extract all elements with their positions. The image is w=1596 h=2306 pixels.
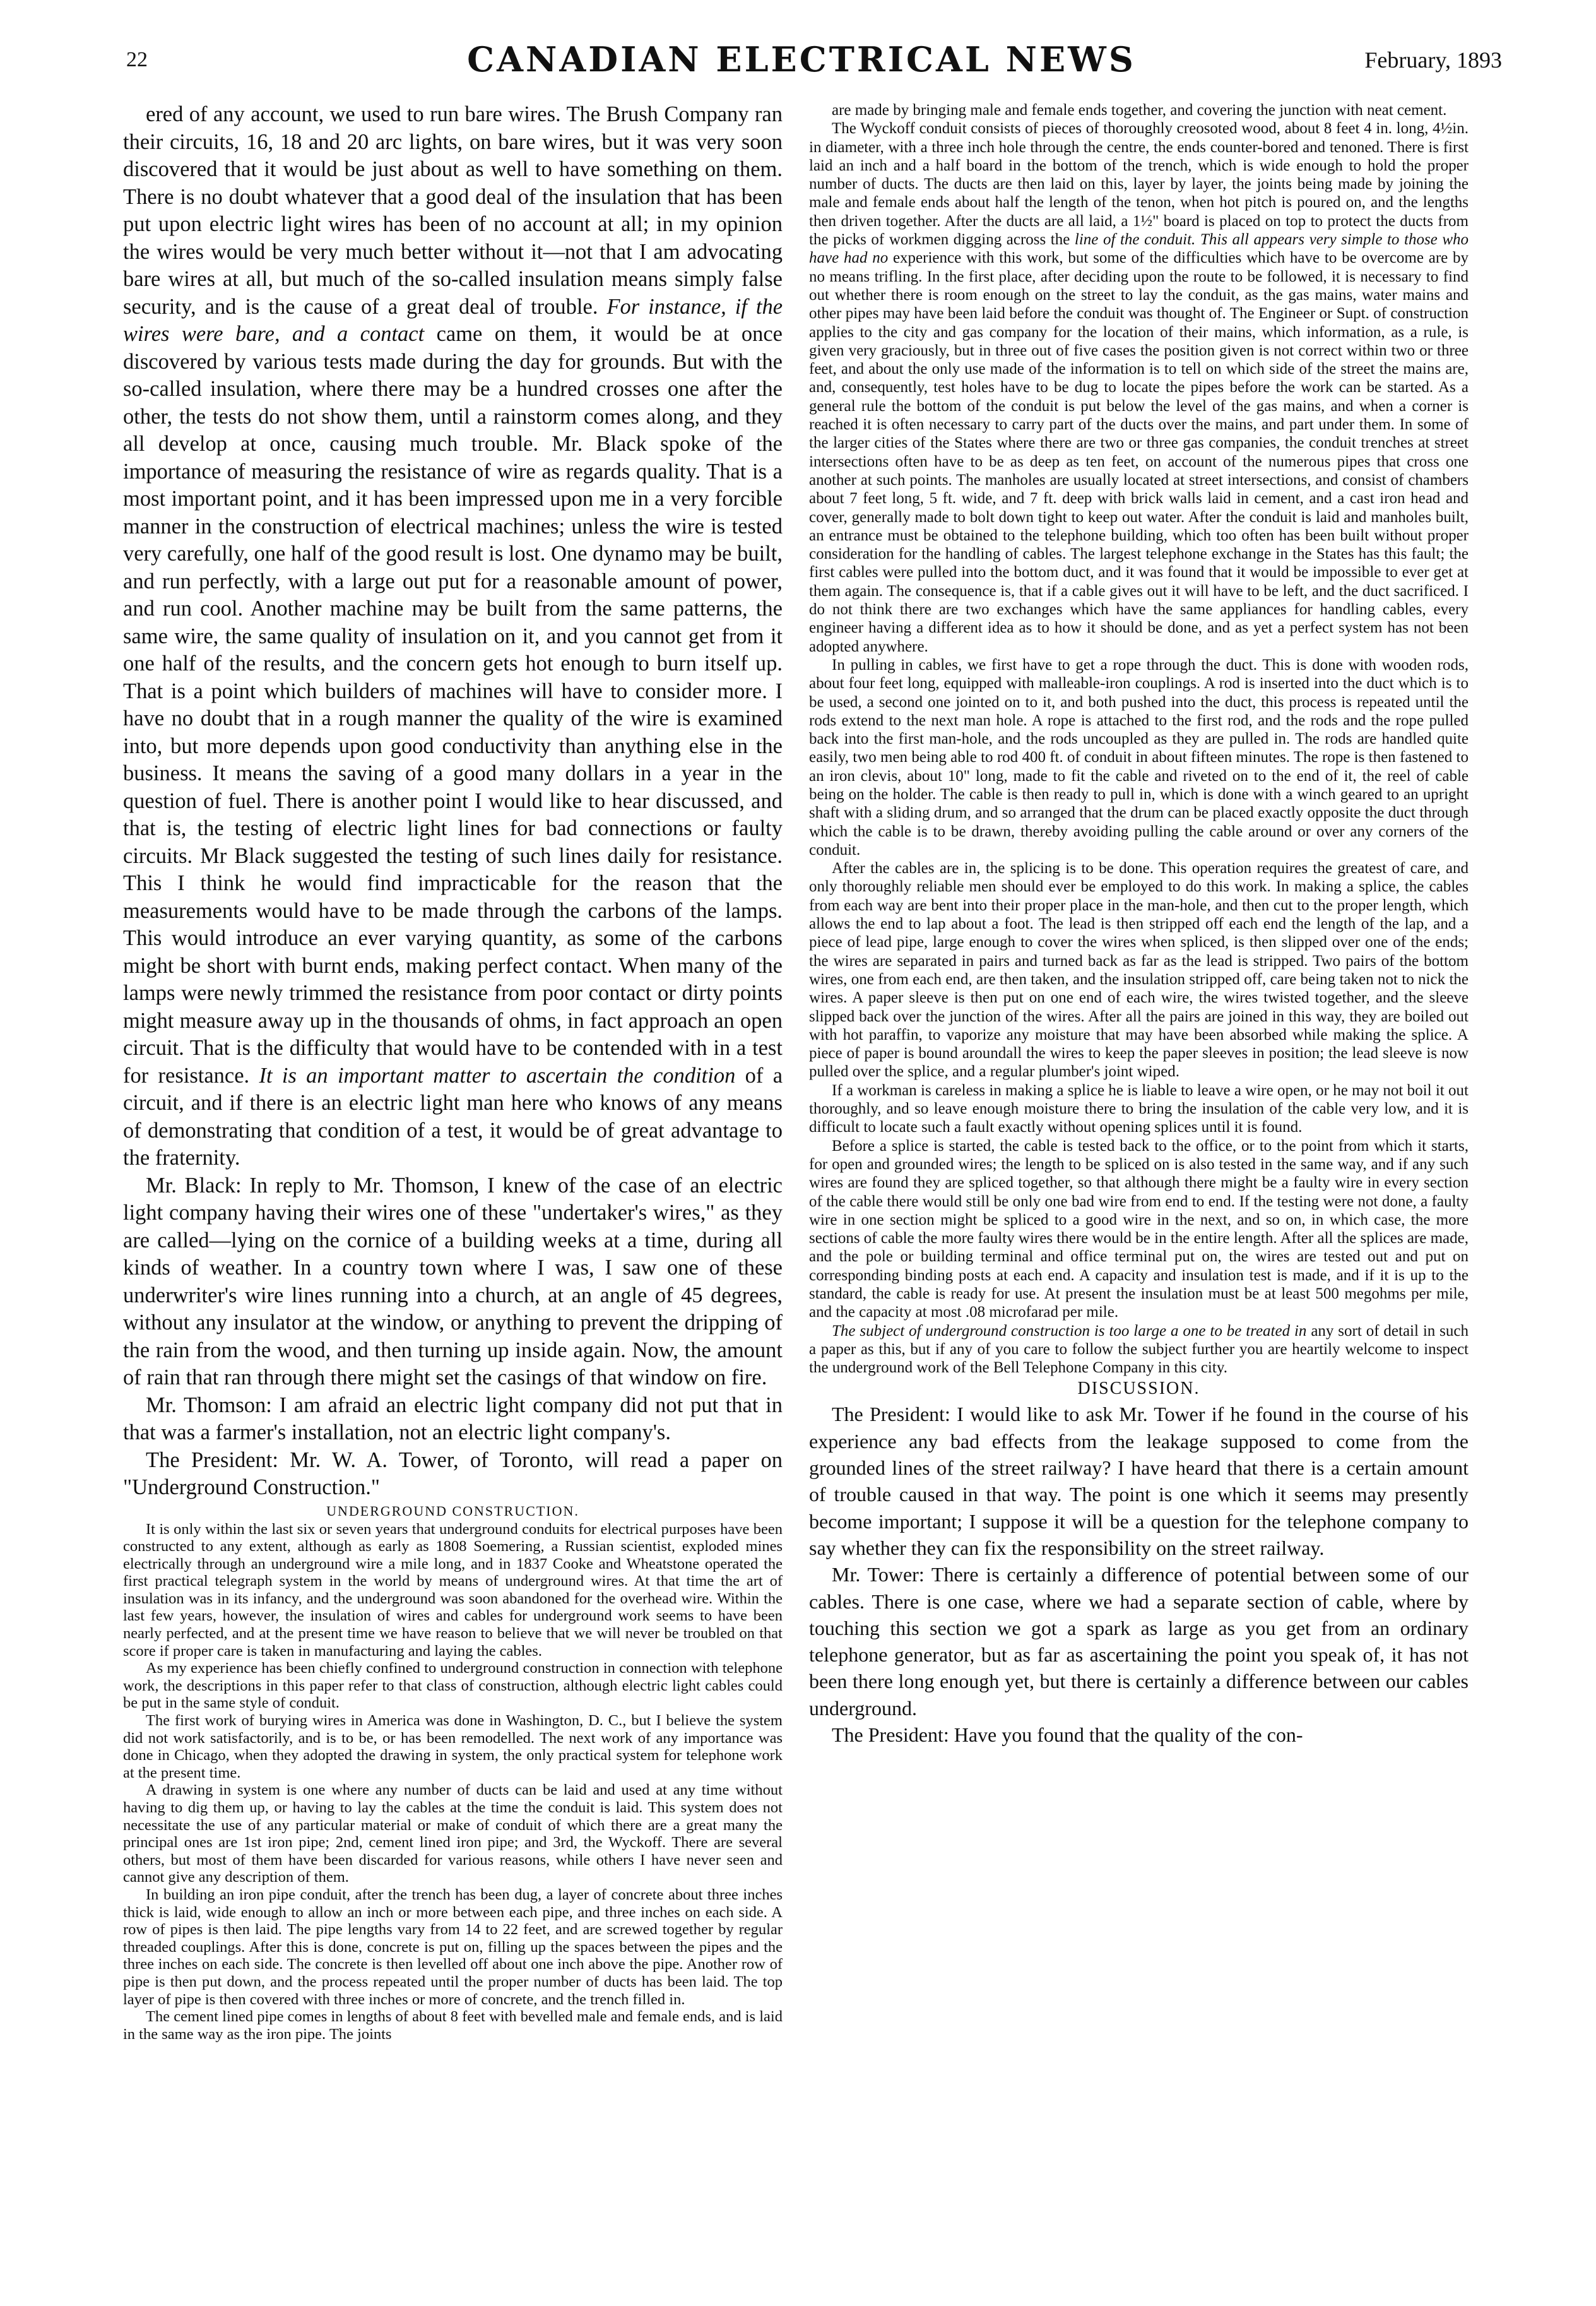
discussion-heading: DISCUSSION. xyxy=(1077,1379,1200,1399)
paper-paragraph: The first work of burying wires in America was done in Washington, D. C., but I believe the system did not work satisfactorily, and is to be, or has been remodelled. The next work of any importance was done in Chicago, when they adopted the drawing in system, the only practical system for telephone work at the present time. xyxy=(123,1712,783,1781)
left-column xyxy=(123,101,783,2273)
right-column xyxy=(809,101,1469,2273)
paragraph: ered of any account, we used to run bare wires. The Brush Company ran their circuits, 16, 18 and 20 arc lights, on bare wires, but it was very soon discovered that it would be just about as well to have something on them. There is no doubt whatever that a good deal of the insulation that has been put upon electric light wires has been of no account at all; in my opinion the wires would be very much better without it—not that I am advocating bare wires at all, but much of the so-called insulation means simply false security, and is the cause of a great deal of trouble. For instance, if the wires were bare, and a contact came on them, it would be at once discovered by various tests made during the day for grounds. But with the so-called insulation, where there may be a hundred crosses one after the other, the tests do not show them, until a rainstorm comes along, and they all develop at once, causing much trouble. Mr. Black spoke of the importance of measuring the resistance of wire as regards quality. That is a most important point, and it has been impressed upon me in a very forcible manner in the construction of electrical machines; unless the wire is tested very carefully, one half of the good result is lost. One dynamo may be built, and run perfectly, with a large out put for a reasonable amount of power, and run cool. Another machine may be built from the same patterns, the same wire, the same quality of insulation on it, and you cannot get from it one half of the results, and the concern gets hot enough to burn itself up. That is a point which builders of machines will have to consider more. I have no doubt that in a rough manner the quality of the wire is examined into, but more depends upon good conductivity than anything else in the business. It means the saving of a good many dollars in a year in the question of fuel. There is another point I would like to hear discussed, and that is, the testing of electric light lines for bad connections or faulty circuits. Mr Black suggested the testing of such lines daily for resistance. This I think he would find impracticable for the reason that the measurements would have to be made through the carbons of the lamps. This would introduce an ever varying quantity, as some of the carbons might be short with burnt ends, making perfect contact. When many of the lamps were newly trimmed the resistance from poor contact or dirty points might measure away up in the thousands of ohms, in fact approach an open circuit. That is the difficulty that would have to be contended with in a test for resistance. It is an important matter to ascertain the condition of a circuit, and if there is an electric light man here who knows of any means of demonstrating that condition of a test, it would be of great advantage to the fraternity. xyxy=(123,102,783,1170)
paragraph: Mr. Black: In reply to Mr. Thomson, I knew of the case of an electric light company having their wires one of these "undertaker's wires," as they are called—lying on the cornice of a building weeks at a time, during all kinds of weather. In a country town where I was, I saw one of these underwriter's wire lines running into a church, at an angle of 45 degrees, without any insulator at the window, or anything to prevent the dripping of the rain from the wood, and then turning up inside again. Now, the amount of rain that ran through there might set the casings of that window on fire. xyxy=(123,1173,783,1389)
paper-paragraph: In building an iron pipe conduit, after the trench has been dug, a layer of concrete about three inches thick is laid, wide enough to allow an inch or more between each pipe, and three inches on each side. A row of pipes is then laid. The pipe lengths vary from 14 to 22 feet, and are screwed together by regular threaded couplings. After this is done, concrete is put on, filling up the spaces between the pipes and the three inches on each side. The concrete is then levelled off about one inch above the pipe. Another row of pipe is then put down, and the process repeated until the proper number of ducts has been laid. The top layer of pipe is then covered with three inches or more of concrete, and the trench filled in. xyxy=(123,1886,783,2008)
paper-paragraph: If a workman is careless in making a splice he is liable to leave a wire open, or he may not boil it out thoroughly, and so leave enough moisture there to bring the insulation of the cable very low, and it is difficult to locate such a fault exactly without opening splices until it is found. xyxy=(809,1081,1469,1136)
section-heading: UNDERGROUND CONSTRUCTION. xyxy=(326,1502,579,1519)
paper-paragraph: After the cables are in, the splicing is to be done. This operation requires the greatest of care, and only thoroughly reliable men should ever be employed to do this work. In making a splice, the cables from each way are bent into their proper place in the man-hole, and then cut to the proper length, which allows the end to lap about a foot. The lead is then stripped off each end the length of the lap, and a piece of lead pipe, large enough to cover the wires when spliced, is then slipped over one of the ends; the wires are separated in pairs and turned back as far as the lead is stripped. Two pairs of the bottom wires, one from each end, are then taken, and the insulation stripped off, care being taken not to nick the wires. A paper sleeve is then put on one end of each wire, the wires twisted together, and the sleeve slipped back over the junction of the wires. After all the pairs are joined in this way, they are boiled out with hot paraffin, to vaporize any moisture that may have been absorbed while making the splice. A piece of paper is bound aroundall the wires to keep the paper sleeves in position; the lead sleeve is now pulled over the splice, and a regular plumber's joint wiped. xyxy=(809,860,1469,1081)
issue-date: February, 1893 xyxy=(1364,47,1502,73)
publication-title: CANADIAN ELECTRICAL NEWS xyxy=(467,39,1136,80)
page-header xyxy=(95,39,1508,90)
paragraph: Mr. Tower: There is certainly a difference of potential between some of our cables. There is one case, where we had a separate section of cable, where by touching this section we got a spark as large as you get from an ordinary telephone generator, but as far as ascertaining the point you speak of, it has not been there long enough yet, but there is certainly a difference between our cables underground. xyxy=(809,1563,1469,1720)
paper-paragraph: Before a splice is started, the cable is tested back to the office, or to the point from which it starts, for open and grounded wires; the length to be spliced on is also tested in the same way, and if any such wires are found they are spliced together, so that although there might be a faulty wire in every section of the cable there would still be only one bad wire from end to end. If the testing were not done, a faulty wire in one section might be spliced to a good wire in the next, and so on, in which case, the more sections of cable the more faulty wires there would be in the entire length. After all the splices are made, and the pole or building terminal and office terminal put on, the wires are tested out and put on corresponding binding posts at each end. A capacity and insulation test is made, and if it is up to the standard, the cable is ready for use. At present the insulation must be at least 500 megohms per mile, and the capacity at most .08 microfarad per mile. xyxy=(809,1137,1469,1321)
paper-paragraph: A drawing in system is one where any number of ducts can be laid and used at any time without having to dig them up, or having to lay the cables at the time the conduit is laid. This system does not necessitate the use of any particular material or make of conduit of which there are a great many the principal ones are 1st iron pipe; 2nd, cement lined iron pipe; and 3rd, the Wyckoff. There are several others, but most of them have been discarded for various reasons, while others I have never seen and cannot give any description of them. xyxy=(123,1781,783,1886)
paper-paragraph: are made by bringing male and female ends together, and covering the junction with neat cement. xyxy=(832,102,1447,119)
paper-paragraph: In pulling in cables, we first have to get a rope through the duct. This is done with wooden rods, about four feet long, equipped with malleable-iron couplings. A rod is inserted into the duct which is to be used, a second one jointed on to it, and both pushed into the duct, this process is repeated until the rods extend to the next man hole. A rope is attached to the first rod, and the rods and the rope pulled back into the first man-hole, and the rods uncoupled as they are pulled in. The rods are handled quite easily, two men being able to rod 400 ft. of conduit in about fifteen minutes. The rope is then fastened to an iron clevis, about 10" long, made to fit the cable and riveted on to the end of it, the reel of cable being on the holder. The cable is then ready to pull in, which is done with a winch geared to an upright shaft with a sliding drum, and so arranged that the drum can be placed exactly opposite the duct through which the cable is to be drawn, thereby avoiding pulling the cable around or over any corners of the conduit. xyxy=(809,656,1469,859)
page-number: 22 xyxy=(126,48,148,71)
paper-paragraph: The Wyckoff conduit consists of pieces of thoroughly creosoted wood, about 8 feet 4 in. long, 4½in. in diameter, with a three inch hole through the centre, the ends counter-bored and tenoned. There is first laid an inch and a half board in the bottom of the trench, which is wide enough to hold the proper number of ducts. The ducts are then laid on this, layer by layer, the joints being made by joining the male and female ends about half the length of the tenon, when hot pitch is poured on, and the lengths then driven together. After the ducts are all laid, a 1½" board is placed on top to protect the ducts from the picks of workmen digging across the line of the conduit. This all appears very simple to those who have had no experience with this work, but some of the difficulties which have to be overcome are by no means trifling. In the first place, after deciding upon the route to be followed, it is necessary to find out whether there is room enough on the street to lay the conduit, as the gas mains, water mains and other pipes may have been laid before the conduit was thought of. The Engineer or Supt. of construction applies to the city and gas company for the location of their mains, which information, as a rule, is given very graciously, but in three out of five cases the position given is not correct within two or three feet, and about the only use made of the information is to tell on which side of the street the mains are, and, consequently, test holes have to be dug to locate the pipes before the work can be started. As a general rule the bottom of the conduit is put below the level of the gas mains, and when a corner is reached it is often necessary to carry part of the ducts over the mains, and part under them. In some of the larger cities of the States where there are two or three gas companies, the conduit trenches at street intersections often have to be as deep as ten feet, on account of the numerous pipes that cross one another at such points. The manholes are usually located at street intersections, and consist of chambers about 7 feet long, 5 ft. wide, and 7 ft. deep with brick walls laid in cement, and a cast iron head and cover, generally made to bolt down tight to keep out water. After the conduit is laid and manholes built, an entrance must be obtained to the telephone building, which too often has been built without proper consideration for the handling of cables. The largest telephone exchange in the States has this fault; the first cables were pulled into the bottom duct, and it was found that it would be impossible to ever get at them again. The consequence is, that if a cable gives out it will have to be left, and the duct sacrificed. I do not think there are two exchanges which have the same appliances for handling cables, every engineer having a different idea as to how it should be done, and as yet a perfect system has not been adopted anywhere. xyxy=(809,120,1469,655)
paper-paragraph: The subject of underground construction is too large a one to be treated in any sort of detail in such a paper as this, but if any of you care to follow the subject further you are heartily welcome to inspect the underground work of the Bell Telephone Company in this city. xyxy=(809,1322,1469,1377)
paragraph: The President: I would like to ask Mr. Tower if he found in the course of his experience any bad effects from the leakage supposed to come from the grounded lines of the street railway? I have heard that there is a certain amount of trouble caused in that way. The point is one which it seems may presently become important; I suppose it will be a question for the telephone company to say whether they can fix the responsibility on the street railway. xyxy=(809,1403,1469,1559)
paragraph: The President: Have you found that the quality of the con- xyxy=(832,1723,1303,1747)
paragraph: Mr. Thomson: I am afraid an electric light company did not put that in that was a farmer's installation, not an electric light company's. xyxy=(123,1393,783,1444)
paper-paragraph: As my experience has been chiefly confined to underground construction in connection with telephone work, the descriptions in this paper refer to that class of construction, although electric light cables could be put in the same style of conduit. xyxy=(123,1660,783,1712)
paper-paragraph: The cement lined pipe comes in lengths of about 8 feet with bevelled male and female ends, and is laid in the same way as the iron pipe. The joints xyxy=(123,2008,783,2043)
paper-paragraph: It is only within the last six or seven years that underground conduits for electrical purposes have been constructed to any extent, although as early as 1808 Soemering, a Russian scientist, exploded mines electrically through an underground wire a mile long, and in 1837 Cooke and Wheatstone operated the first practical telegraph system in the world by means of underground wires. At that time the art of insulation was in its infancy, and the underground was soon abandoned for the overhead wire. Within the last few years, however, the insulation of wires and cables for underground work seems to have been nearly perfected, and at the present time we have reason to believe that we will never be troubled on that score if proper care is taken in manufacturing and laying the cables. xyxy=(123,1520,783,1660)
paragraph: The President: Mr. W. A. Tower, of Toronto, will read a paper on "Underground Construction." xyxy=(123,1447,783,1499)
